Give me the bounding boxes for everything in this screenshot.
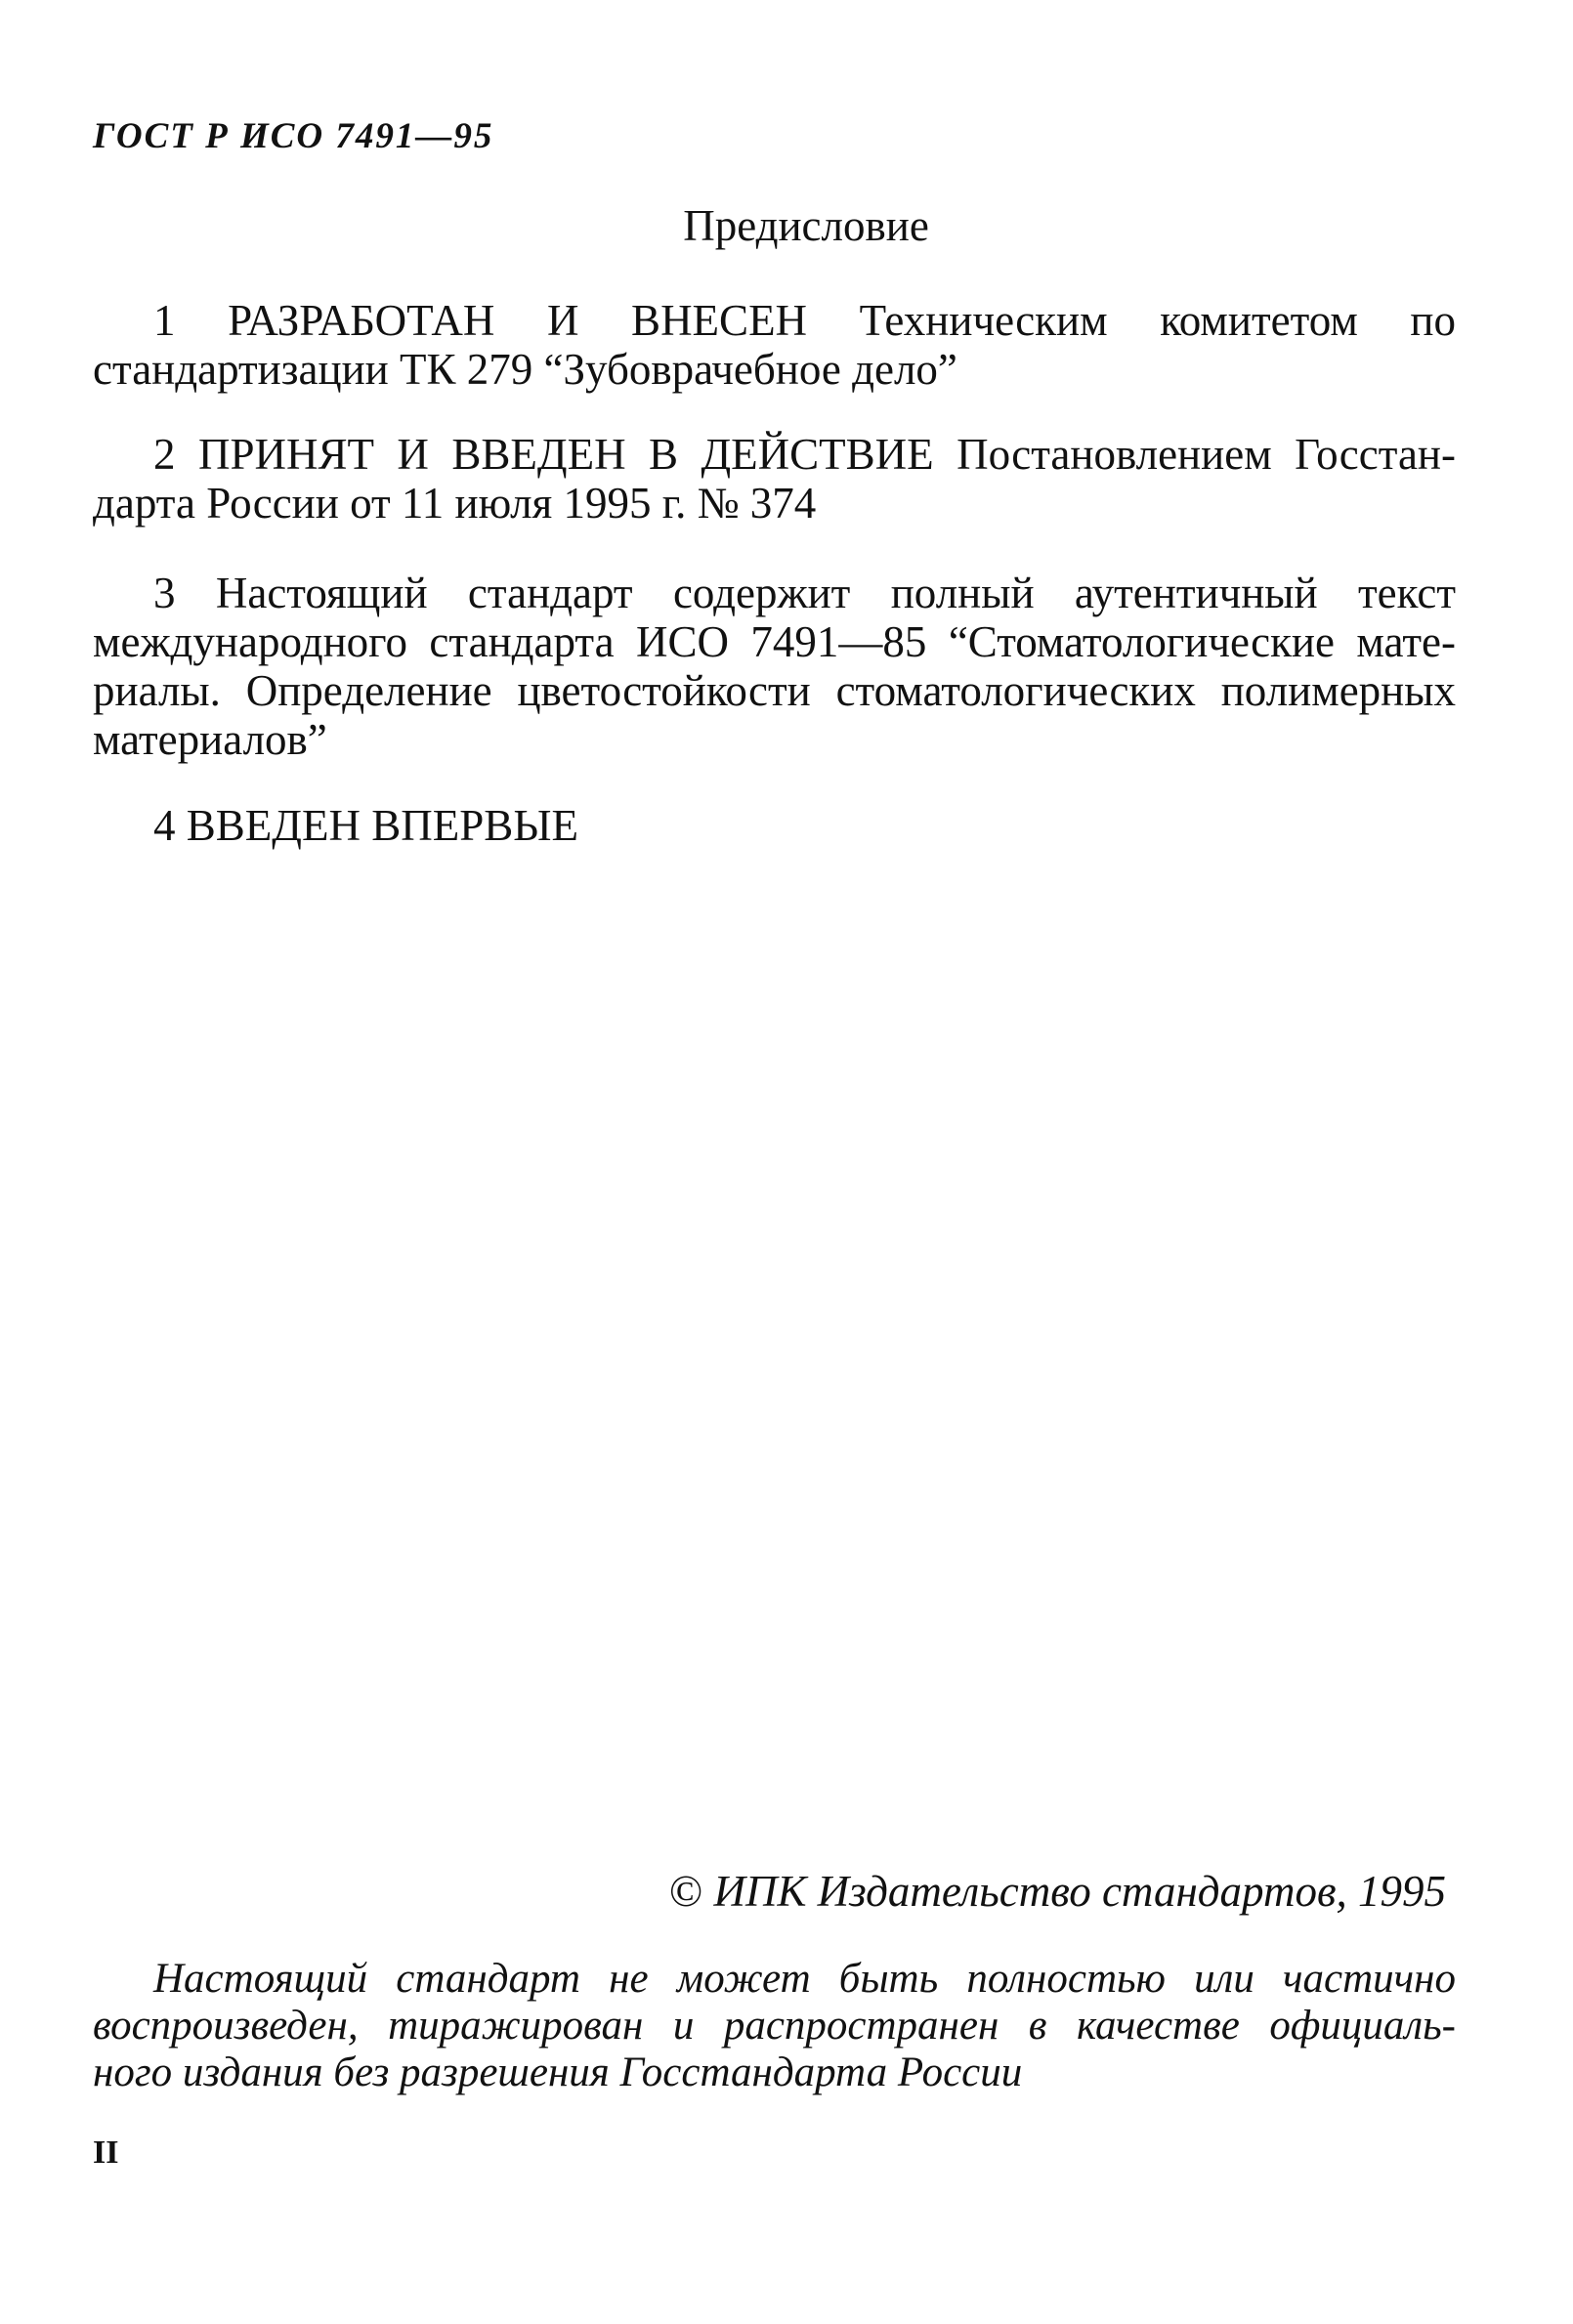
copyright-line bbox=[0, 1866, 1446, 1917]
preface-item-3-line-3: риалы. Определение цветостойкости стоматологических полимерных bbox=[93, 666, 1456, 715]
reproduction-notice bbox=[93, 1956, 1456, 2096]
standard-code-header: ГОСТ Р ИСО 7491—95 bbox=[93, 116, 494, 156]
preface-item-2 bbox=[93, 430, 1456, 528]
copyright-text: ИПК Издательство стандартов, 1995 bbox=[713, 1867, 1446, 1916]
page-title: Предисловие bbox=[683, 201, 929, 250]
preface-item-4-line-1: 4 ВВЕДЕН ВПЕРВЫЕ bbox=[153, 801, 578, 850]
preface-item-3-line-2: международного стандарта ИСО 7491—85 “Стоматологические мате- bbox=[93, 617, 1456, 666]
notice-line-3: ного издания без разрешения Госстандарта России bbox=[93, 2049, 1023, 2095]
preface-item-3-line-1: 3 Настоящий стандарт содержит полный аутентичный текст bbox=[153, 569, 1456, 617]
preface-item-1-line-1: 1 РАЗРАБОТАН И ВНЕСЕН Техническим комитетом по bbox=[153, 296, 1456, 345]
preface-item-1-line-2: стандартизации ТК 279 “Зубоврачебное дело” bbox=[93, 345, 957, 394]
preface-item-2-line-2: дарта России от 11 июля 1995 г. № 374 bbox=[93, 479, 817, 528]
page-number: II bbox=[93, 2134, 119, 2171]
preface-item-1 bbox=[93, 296, 1456, 394]
notice-line-1: Настоящий стандарт не может быть полностью или частично bbox=[153, 1956, 1456, 2002]
notice-line-2: воспроизведен, тиражирован и распространен в качестве официаль- bbox=[93, 2003, 1456, 2049]
preface-item-2-line-1: 2 ПРИНЯТ И ВВЕДЕН В ДЕЙСТВИЕ Постановлением Госстан- bbox=[153, 430, 1456, 479]
preface-item-4 bbox=[93, 801, 1456, 850]
copyright-icon: © bbox=[669, 1867, 703, 1916]
preface-item-3 bbox=[93, 569, 1456, 764]
preface-item-3-line-4: материалов” bbox=[93, 715, 327, 764]
